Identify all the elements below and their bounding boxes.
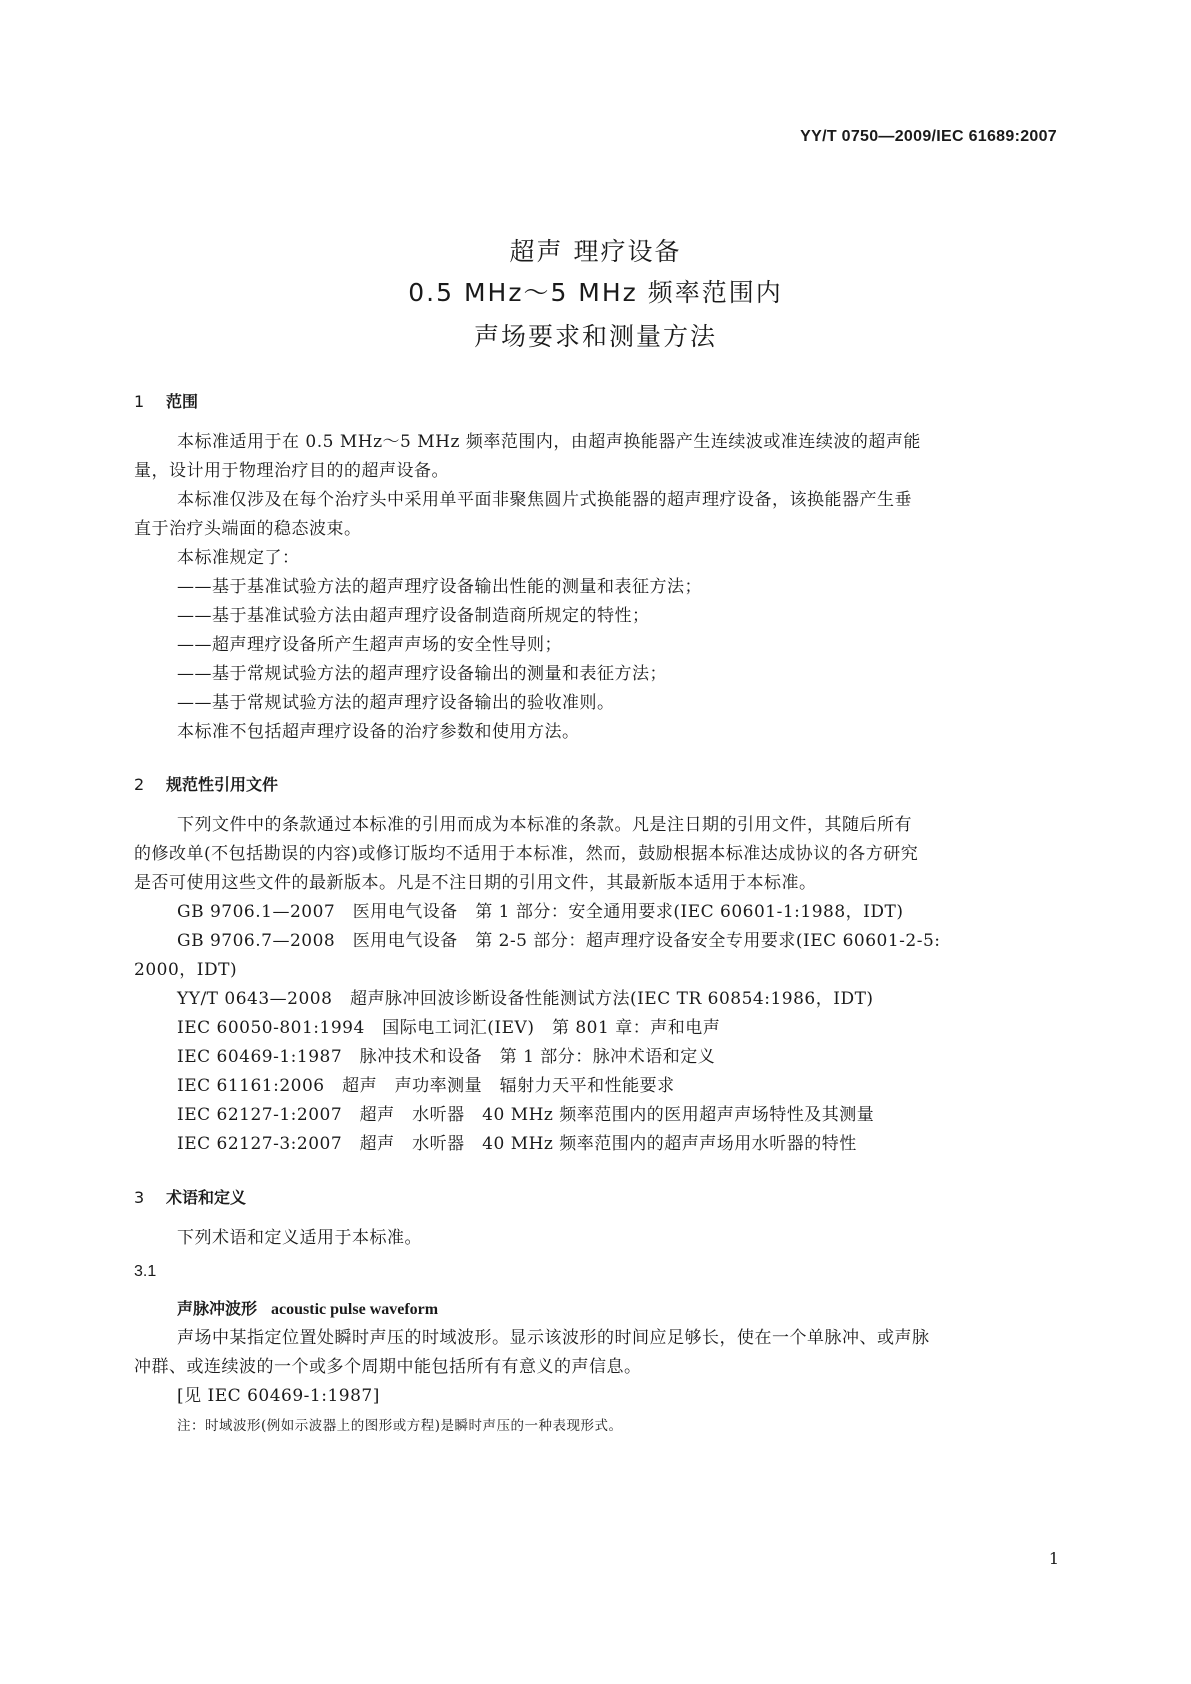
section-title: 术语和定义 — [166, 1188, 247, 1207]
paragraph-line: 的修改单(不包括勘误的内容)或修订版均不适用于本标准，然而，鼓励根据本标准达成协议的各方研究 — [134, 844, 919, 864]
section-title: 范围 — [166, 392, 199, 411]
definition-source: [见 IEC 60469-1:1987] — [177, 1386, 380, 1406]
reference-item-continuation: 2000，IDT) — [134, 960, 238, 980]
reference-item: IEC 60050-801:1994 国际电工词汇(IEV) 第 801 章：声和电声 — [177, 1018, 721, 1038]
paragraph-line: 本标准不包括超声理疗设备的治疗参数和使用方法。 — [177, 722, 580, 742]
definition-line: 声场中某指定位置处瞬时声压的时域波形。显示该波形的时间应足够长，使在一个单脉冲、或声脉 — [177, 1328, 930, 1348]
standard-code: YY/T 0750—2009/IEC 61689:2007 — [800, 128, 1057, 145]
title-line-3: 声场要求和测量方法 — [473, 322, 717, 351]
reference-item: IEC 62127-3:2007 超声 水听器 40 MHz 频率范围内的超声声场用水听器的特性 — [177, 1134, 857, 1154]
definition-line: 冲群、或连续波的一个或多个周期中能包括所有有意义的声信息。 — [134, 1357, 642, 1377]
reference-item: GB 9706.7—2008 医用电气设备 第 2-5 部分：超声理疗设备安全专用要求(IEC 60601-2-5: — [177, 931, 941, 951]
section-number: 1 — [134, 392, 145, 411]
list-item: ——基于常规试验方法的超声理疗设备输出的测量和表征方法； — [177, 664, 667, 684]
title-line-1: 超声 理疗设备 — [509, 237, 682, 266]
section-2-heading — [134, 772, 278, 795]
paragraph-line: 量，设计用于物理治疗目的的超声设备。 — [134, 461, 449, 481]
paragraph-line: 下列文件中的条款通过本标准的引用而成为本标准的条款。凡是注日期的引用文件，其随后所有 — [177, 815, 912, 835]
clause-number: 3.1 — [134, 1263, 157, 1280]
paragraph-line: 直于治疗头端面的稳态波束。 — [134, 519, 362, 539]
section-1-heading — [134, 389, 198, 412]
title-line-2: 0.5 MHz～5 MHz 频率范围内 — [408, 278, 783, 307]
paragraph-line: 是否可使用这些文件的最新版本。凡是不注日期的引用文件，其最新版本适用于本标准。 — [134, 873, 817, 893]
term-chinese: 声脉冲波形 — [177, 1299, 258, 1318]
term-entry — [177, 1296, 438, 1319]
section-3-heading — [134, 1185, 246, 1208]
reference-item: GB 9706.1—2007 医用电气设备 第 1 部分：安全通用要求(IEC 60601-1:1988，IDT) — [177, 902, 904, 922]
section-number: 2 — [134, 775, 145, 794]
paragraph-line: 本标准适用于在 0.5 MHz～5 MHz 频率范围内，由超声换能器产生连续波或准连续波的超声能 — [177, 432, 921, 452]
section-title: 规范性引用文件 — [166, 775, 279, 794]
list-item: ——超声理疗设备所产生超声声场的安全性导则； — [177, 635, 562, 655]
note: 注：时域波形(例如示波器上的图形或方程)是瞬时声压的一种表现形式。 — [177, 1418, 623, 1434]
reference-item: IEC 62127-1:2007 超声 水听器 40 MHz 频率范围内的医用超声声场特性及其测量 — [177, 1105, 875, 1125]
term-english: acoustic pulse waveform — [271, 1301, 439, 1318]
list-item: ——基于基准试验方法由超声理疗设备制造商所规定的特性； — [177, 606, 650, 626]
page-number: 1 — [1048, 1549, 1059, 1568]
list-item: ——基于常规试验方法的超声理疗设备输出的验收准则。 — [177, 693, 615, 713]
reference-item: IEC 60469-1:1987 脉冲技术和设备 第 1 部分：脉冲术语和定义 — [177, 1047, 716, 1067]
paragraph-line: 本标准仅涉及在每个治疗头中采用单平面非聚焦圆片式换能器的超声理疗设备，该换能器产生垂 — [177, 490, 912, 510]
paragraph-line: 下列术语和定义适用于本标准。 — [177, 1228, 422, 1248]
section-number: 3 — [134, 1188, 145, 1207]
reference-item: IEC 61161:2006 超声 声功率测量 辐射力天平和性能要求 — [177, 1076, 675, 1096]
reference-item: YY/T 0643—2008 超声脉冲回波诊断设备性能测试方法(IEC TR 60854:1986，IDT) — [177, 989, 874, 1009]
paragraph-line: 本标准规定了： — [177, 548, 300, 568]
list-item: ——基于基准试验方法的超声理疗设备输出性能的测量和表征方法； — [177, 577, 702, 597]
